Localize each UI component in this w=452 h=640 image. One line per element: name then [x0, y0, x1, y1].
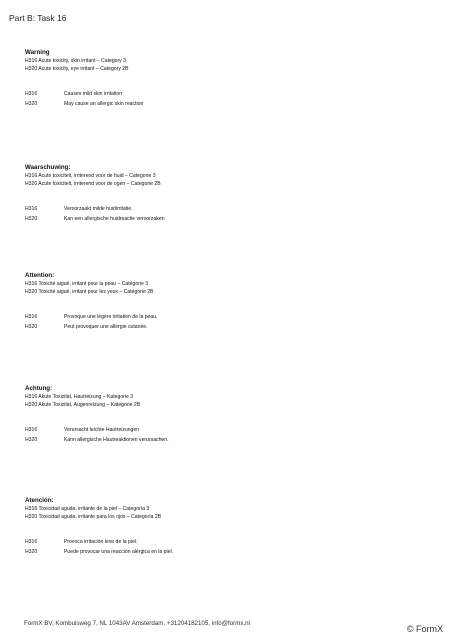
hazard-text: Provoque une légère irritation de la peau. [64, 314, 158, 320]
hazard-text: Kan een allergische huidreactie veroorzaken [64, 216, 165, 222]
classification-line: H320 Acute toxiciteit, irriterend voor de ogen – Categorie 2B [25, 181, 161, 187]
hazard-statement-row [25, 312, 425, 322]
section-heading: Atención: [25, 497, 54, 504]
hazard-code: H320 [25, 216, 38, 222]
warning-section-french [25, 272, 425, 332]
hazard-code: H320 [25, 324, 38, 330]
hazard-statements [25, 204, 425, 224]
hazard-text: Kann allergische Hautreaktionen verursachen. [64, 437, 169, 443]
hazard-statements [25, 312, 425, 332]
hazard-code: H316 [25, 314, 38, 320]
warning-section-dutch [25, 164, 425, 224]
hazard-text: Provoca irritación leve de la piel. [64, 539, 138, 545]
hazard-statements [25, 537, 425, 557]
warning-section-german [25, 385, 425, 445]
hazard-statement-row [25, 322, 425, 332]
hazard-statement-row [25, 99, 425, 109]
hazard-statements [25, 89, 425, 109]
section-heading: Warning [25, 49, 50, 56]
brand-copyright: © FormX [406, 624, 443, 634]
classification-line: H316 Toxicité aiguë, irritant pour la peau – Catégorie 3 [25, 281, 149, 287]
hazard-text: Verursacht leichte Hautreizungen [64, 427, 140, 433]
hazard-text: Causes mild skin irritation [64, 91, 123, 97]
hazard-text: Veroorzaakt milde huidirritatie. [64, 206, 133, 212]
hazard-statement-row [25, 547, 425, 557]
classification-line: H316 Acute toxicity, skin irritant – Category 3 [25, 58, 126, 64]
classification-line: H320 Toxicidad aguda, irritante para los ojos – Categoría 2B [25, 514, 162, 520]
hazard-statement-row [25, 425, 425, 435]
company-address-footer: FormX BV, Kombuisweg 7, NL 1043AV Amsterdam, +31204182105, info@formx.nl [24, 620, 250, 627]
classification-line: H316 Akute Toxizität, Hautreizung – Kategorie 3 [25, 394, 134, 400]
hazard-statement-row [25, 214, 425, 224]
hazard-code: H316 [25, 91, 38, 97]
hazard-statement-row [25, 537, 425, 547]
classification-line: H316 Toxicidad aguda, irritante de la piel – Categoría 3 [25, 506, 150, 512]
hazard-code: H316 [25, 206, 38, 212]
section-heading: Attention: [25, 272, 55, 279]
warning-section-english [25, 49, 425, 109]
classification-line: H316 Acute toxiciteit, irriterend voor de huid – Categorie 3 [25, 173, 156, 179]
hazard-statement-row [25, 89, 425, 99]
hazard-code: H316 [25, 539, 38, 545]
hazard-code: H316 [25, 427, 38, 433]
hazard-code: H320 [25, 437, 38, 443]
classification-line: H320 Toxicité aiguë, irritant pour les yeux – Catégorie 2B [25, 289, 154, 295]
hazard-code: H320 [25, 549, 38, 555]
hazard-statements [25, 425, 425, 445]
warning-section-spanish [25, 497, 425, 557]
classification-line: H320 Acute toxicity, eye irritant – Category 2B [25, 66, 129, 72]
hazard-statement-row [25, 435, 425, 445]
hazard-text: Puede provocar una reacción alérgica en la piel. [64, 549, 174, 555]
page-title: Part B: Task 16 [9, 13, 67, 23]
section-heading: Achtung: [25, 385, 53, 392]
section-heading: Waarschuwing: [25, 164, 71, 171]
hazard-text: Peut provoquer une allergie cutanée. [64, 324, 148, 330]
hazard-statement-row [25, 204, 425, 214]
hazard-code: H320 [25, 101, 38, 107]
classification-line: H320 Akute Toxizität, Augenreizung – Kategorie 2B [25, 402, 141, 408]
hazard-text: May cause an allergic skin reaction [64, 101, 144, 107]
